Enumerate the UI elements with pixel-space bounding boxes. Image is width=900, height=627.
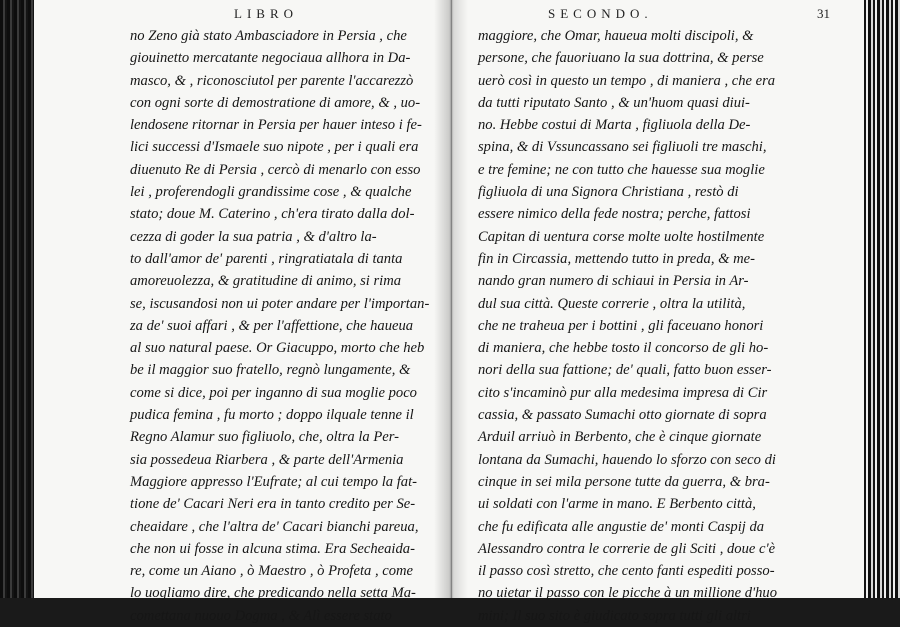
left-page [34,0,452,624]
text-line: no uietar il passo con le picche à un millione d'huo [478,585,778,602]
text-line: se, iscusandosi non ui poter andare per l'importan- [130,295,430,312]
text-line: fin in Circassia, mettendo tutto in preda, & me- [478,250,755,267]
text-line: nando gran numero di schiaui in Persia in Ar- [478,273,749,290]
text-line: re, come un Aiano , ò Maestro , ò Profeta , come [130,563,414,580]
right-page-text [478,25,777,627]
text-line: lici successi d'Ismaele suo nipote , per i quali era [130,139,419,156]
text-line: cinque in sei mila persone tutte da guerra, & bra- [478,473,770,490]
text-line: essere nimico della fede nostra; perche, fattosi [478,206,751,223]
text-line: lei , proferendogli grandissime cose , & qualche [130,184,412,201]
text-line: mini; Il suo sito è giudicato sopra tutti gli altri [478,607,751,624]
text-line: giouinetto mercatante negociaua allhora in Da- [130,50,411,67]
text-line: diuenuto Re di Persia , cercò di menarlo con esso [130,161,421,178]
text-line: che ne traheua per i bottini , gli faceuano honori [478,317,764,334]
text-line: stato; doue M. Caterino , ch'era tirato dalla dol- [130,206,415,223]
text-line: masco, & , riconosciutol per parente l'accarezzò [130,72,414,89]
text-line: amoreuolezza, & gratitudine di animo, si rima [130,273,402,290]
text-line: nori della sua fattione; de' quali, fatto buon esser- [478,362,772,379]
page-number: 31 [817,6,830,21]
text-line: cezza di goder la sua patria , & d'altro la- [130,228,377,245]
text-line: cheaidare , che l'altra de' Cacari bianchi pareua, [130,518,419,535]
text-line: to dall'amor de' parenti , ringratiatala di tanta [130,250,403,267]
text-line: lendosene ritornar in Persia per hauer inteso i fe- [130,117,422,134]
text-line: be il maggior suo fratello, regnò lungamente, & [130,362,411,379]
text-line: al suo natural paese. Or Giacuppo, morto che heb [130,340,425,357]
text-line: Arduil arriuò in Berbento, che è cinque giornate [478,429,762,446]
right-page [452,0,864,624]
text-line: no. Hebbe costui di Marta , figliuola della De- [478,117,751,134]
text-line: maggiore, che Omar, haueua molti discipoli, & [478,28,754,44]
text-line: con ogni sorte di demostratione di amore, & , uo- [130,94,421,111]
text-line: uerò così in questo un tempo , di maniera , che era [478,72,776,89]
text-line: che fu edificata alle angustie de' monti Caspij da [478,518,765,535]
text-line: tione de' Cacari Neri era in tanto credito per Se- [130,496,416,513]
text-line: di maniera, che hebbe tosto il concorso de gli ho- [478,340,769,357]
text-line: cito s'incaminò pur alla medesima impresa di Cir [478,384,768,401]
text-line: il passo così stretto, che cento fanti espediti posso- [478,563,775,580]
book-edge-right [864,0,900,598]
text-line: no Zeno già stato Ambasciadore in Persia , che [130,28,407,44]
running-head-right: SECONDO. [548,6,653,21]
text-line: za de' suoi affari , & per l'affettione, che haueua [130,317,414,334]
text-line: comettana nuouo Dogma , & Alì essere stato [130,607,392,624]
text-line: da tutti riputato Santo , & un'huom quasi diui- [478,94,750,111]
text-line: Capitan di uentura corse molte uolte hostilmente [478,228,765,245]
text-line: persone, che fauoriuano la sua dottrina, & perse [478,50,764,67]
text-line: dul sua città. Queste correrie , oltra la utilità, [478,295,746,312]
text-line: Regno Alamur suo figliuolo, che, oltra la Per- [130,429,399,446]
text-line: figliuola di una Signora Christiana , restò di [478,184,739,201]
text-line: lontana da Sumachi, hauendo lo sforzo con seco di [478,451,776,468]
text-line: Alessandro contra le correrie de gli Sciti , doue c'è [478,540,776,557]
running-head-left: LIBRO [234,6,298,21]
text-line: pudica femina , fu morto ; doppo ilquale tenne il [130,407,414,424]
text-line: che non ui fosse in alcuna stima. Era Secheaida- [130,540,415,557]
text-line: cassia, & passato Sumachi otto giornate di sopra [478,407,767,424]
book-edge-left [0,0,34,598]
left-page-text [130,25,429,627]
text-line: lo uogliamo dire, che predicando nella setta Ma- [130,585,416,602]
text-line: sia possedeua Riarbera , & parte dell'Armenia [130,451,404,468]
text-line: spina, & di Vssuncassano sei figliuoli tre maschi, [478,139,767,156]
text-line: e tre femine; ne con tutto che hauesse sua moglie [478,161,765,178]
text-line: Maggiore appresso l'Eufrate; al cui tempo la fat- [130,473,417,490]
text-line: come si dice, poi per inganno di sua moglie poco [130,384,417,401]
text-line: ui soldati con l'arme in mano. E Berbento città, [478,496,756,513]
